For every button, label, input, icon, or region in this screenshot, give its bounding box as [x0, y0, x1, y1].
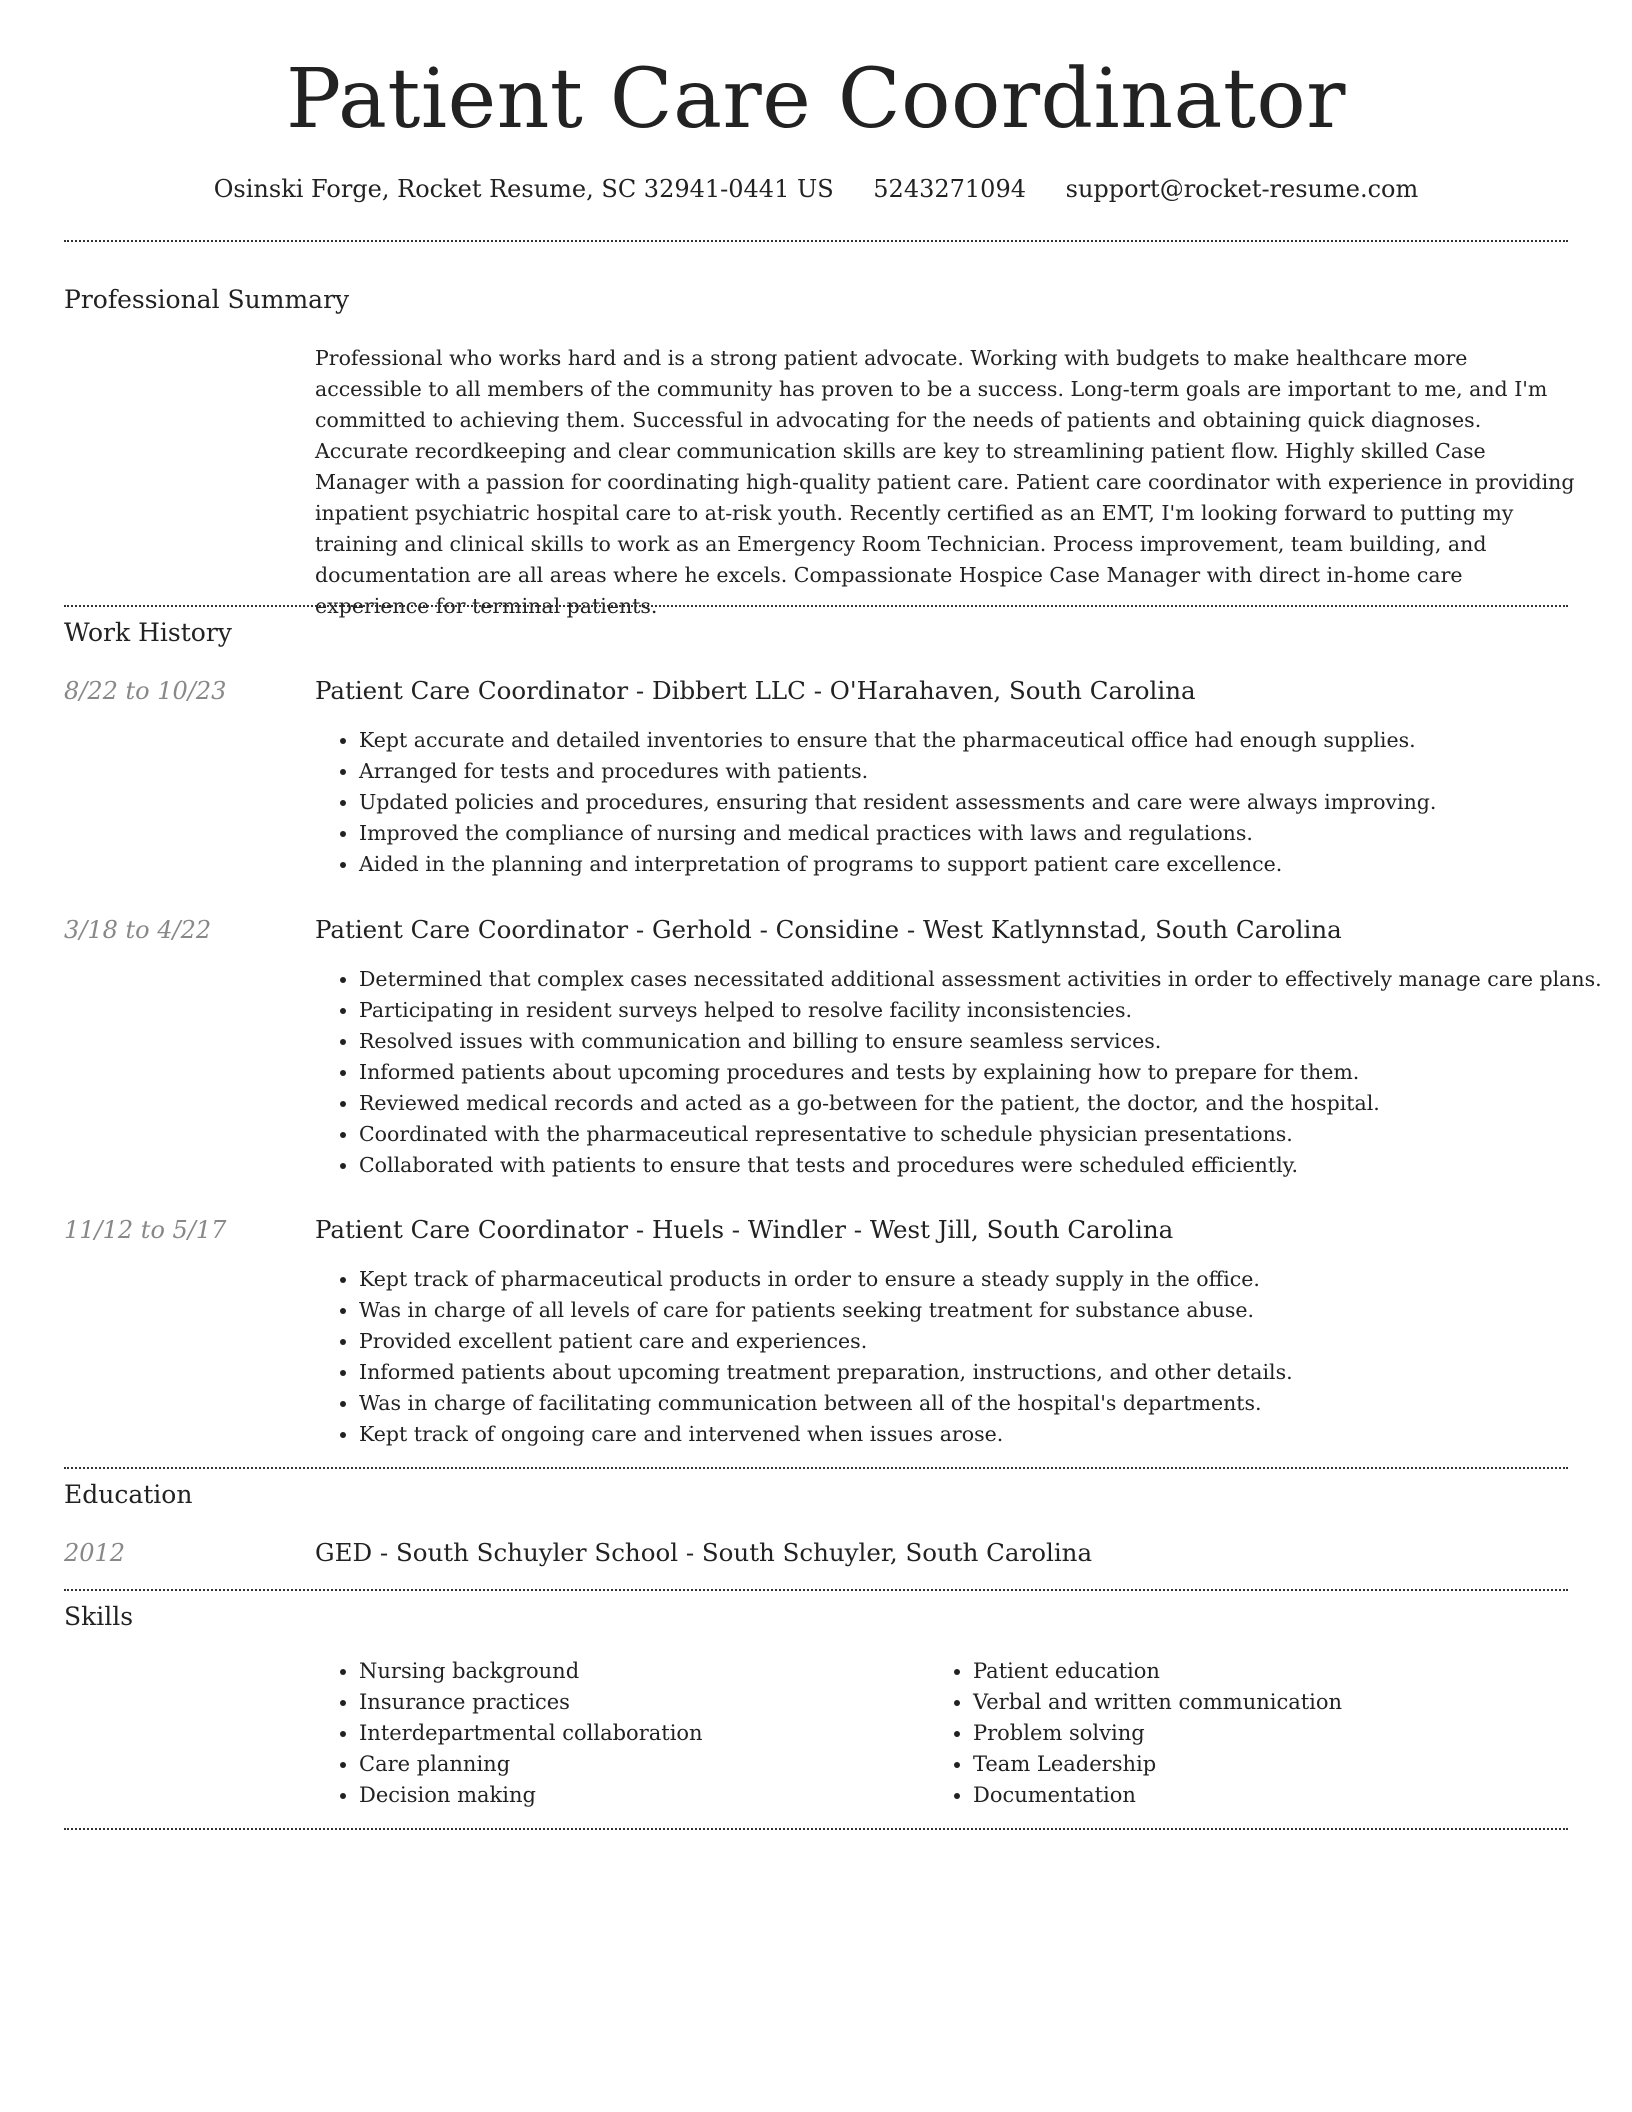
job-heading: Patient Care Coordinator - Huels - Windler - West Jill, South Carolina [315, 1215, 1174, 1244]
skill-item: • Verbal and written communication [973, 1687, 1342, 1718]
job-bullet: • Collaborated with patients to ensure that tests and procedures were scheduled efficiently. [359, 1150, 1609, 1181]
job-bullet: • Improved the compliance of nursing and medical practices with laws and regulations. [359, 818, 1609, 849]
job-bullet: • Participating in resident surveys helped to resolve facility inconsistencies. [359, 995, 1609, 1026]
job-heading: Patient Care Coordinator - Dibbert LLC - O'Harahaven, South Carolina [315, 676, 1196, 705]
section-title-skills: Skills [64, 1602, 134, 1631]
job-bullet: • Kept track of ongoing care and intervened when issues arose. [359, 1419, 1609, 1450]
job-bullet: • Informed patients about upcoming procedures and tests by explaining how to prepare for them. [359, 1057, 1609, 1088]
job-bullets [315, 1264, 1609, 1450]
resume-name: Patient Care Coordinator [286, 52, 1346, 147]
skill-item: • Insurance practices [359, 1687, 703, 1718]
job-bullet: • Was in charge of all levels of care for patients seeking treatment for substance abuse. [359, 1295, 1609, 1326]
skills-list-left [315, 1656, 703, 1811]
job-bullet: • Reviewed medical records and acted as a go-between for the patient, the doctor, and the hospital. [359, 1088, 1609, 1119]
divider [64, 605, 1568, 607]
skill-item: • Care planning [359, 1749, 703, 1780]
job-bullet: • Arranged for tests and procedures with patients. [359, 756, 1609, 787]
divider [64, 1467, 1568, 1469]
skill-item: • Team Leadership [973, 1749, 1342, 1780]
section-title-summary: Professional Summary [64, 285, 350, 314]
job-bullet: • Was in charge of facilitating communication between all of the hospital's departments. [359, 1388, 1609, 1419]
skill-item: • Interdepartmental collaboration [359, 1718, 703, 1749]
job-bullets [315, 725, 1609, 880]
skill-item: • Nursing background [359, 1656, 703, 1687]
skill-item: • Problem solving [973, 1718, 1342, 1749]
summary-text: Professional who works hard and is a strong patient advocate. Working with budgets to make healthcare more accessible to all members of the community has proven to be a success. Long-term goals are important to me, and I'm committed to achieving them. Successful in advocating for the needs of patients and obtaining quick diagnoses. Accurate recordkeeping and clear communication skills are key to streamlining patient flow. Highly skilled Case Manager with a passion for coordinating high-quality patient care. Patient care coordinator with experience in providing inpatient psychiatric hospital care to at-risk youth. Recently certified as an EMT, I'm looking forward to putting my training and clinical skills to work as an Emergency Room Technician. Process improvement, team building, and documentation are all areas where he excels. Compassionate Hospice Case Manager with direct in-home care experience for terminal patients. [315, 346, 1575, 618]
job-dates: 11/12 to 5/17 [64, 1216, 227, 1244]
skills-list-right [929, 1656, 1342, 1811]
divider [64, 240, 1568, 242]
skill-item: • Decision making [359, 1780, 703, 1811]
job-bullet: • Resolved issues with communication and billing to ensure seamless services. [359, 1026, 1609, 1057]
job-heading: Patient Care Coordinator - Gerhold - Considine - West Katlynnstad, South Carolina [315, 915, 1342, 944]
job-bullet: • Kept accurate and detailed inventories to ensure that the pharmaceutical office had enough supplies. [359, 725, 1609, 756]
section-title-work-history: Work History [64, 618, 232, 647]
job-bullet: • Kept track of pharmaceutical products in order to ensure a steady supply in the office. [359, 1264, 1609, 1295]
contact-line [0, 171, 1632, 207]
job-bullets [315, 964, 1609, 1181]
skill-item: • Patient education [973, 1656, 1342, 1687]
job-bullet: • Informed patients about upcoming treatment preparation, instructions, and other details. [359, 1357, 1609, 1388]
job-bullet: • Provided excellent patient care and experiences. [359, 1326, 1609, 1357]
contact-address: Osinski Forge, Rocket Resume, SC 32941-0441 US [213, 175, 834, 203]
education-detail: GED - South Schuyler School - South Schuyler, South Carolina [315, 1538, 1093, 1567]
job-bullet: • Aided in the planning and interpretation of programs to support patient care excellence. [359, 849, 1609, 880]
contact-phone: 5243271094 [873, 175, 1026, 203]
job-bullet: • Updated policies and procedures, ensuring that resident assessments and care were always improving. [359, 787, 1609, 818]
divider [64, 1589, 1568, 1591]
job-bullet: • Determined that complex cases necessitated additional assessment activities in order to effectively manage care plans. [359, 964, 1609, 995]
education-year: 2012 [64, 1539, 126, 1567]
contact-email: support@rocket-resume.com [1065, 175, 1419, 203]
divider [64, 1828, 1568, 1830]
section-title-education: Education [64, 1480, 193, 1509]
job-bullet: • Coordinated with the pharmaceutical representative to schedule physician presentations. [359, 1119, 1609, 1150]
job-dates: 8/22 to 10/23 [64, 677, 227, 705]
skill-item: • Documentation [973, 1780, 1342, 1811]
job-dates: 3/18 to 4/22 [64, 916, 212, 944]
